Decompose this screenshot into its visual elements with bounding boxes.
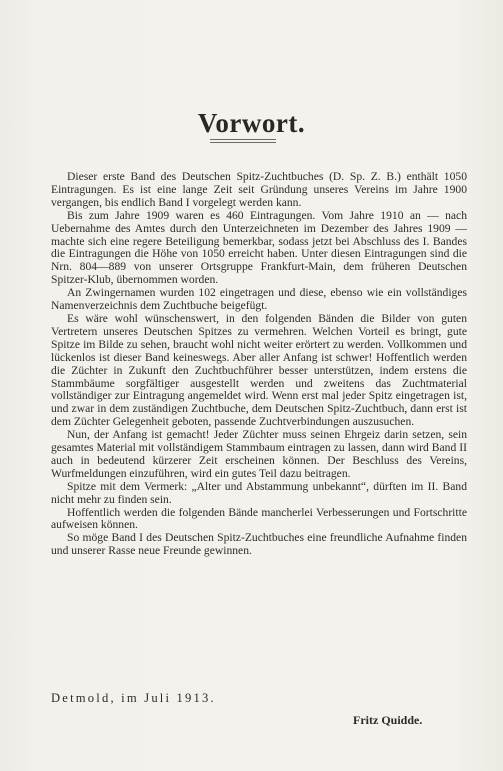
paragraph-1: Dieser erste Band des Deutschen Spitz-Zuchtbuches (D. Sp. Z. B.) enthält 1050 Eintragungen. Es ist eine lange Zeit seit Gründung unseres Vereins im Jahre 1900 vergangen, bis endlich Band I vorgelegt werden kann. — [51, 170, 467, 209]
paragraph-3: An Zwingernamen wurden 102 eingetragen und diese, ebenso wie ein vollständiges Namenverzeichnis dem Zuchtbuche beigefügt. — [51, 286, 467, 313]
paragraph-7: Hoffentlich werden die folgenden Bände mancherlei Verbesserungen und Fortschritte aufweisen können. — [51, 505, 467, 532]
paragraph-2: Bis zum Jahre 1909 waren es 460 Eintragungen. Vom Jahre 1910 an — nach Uebernahme des Amtes durch den Unterzeichneten im Dezember des Jahres 1909 — machte sich eine regere Beteiligung bemerkbar, sodass jetzt bei Abschluss des I. Bandes die Eintragungen die Höhe von 1050 erreicht haben. Unter diesen Eintragungen sind die Nrn. 804—889 von unserer Ortsgruppe Frankfurt-Main, dem früheren Deutschen Spitzer-Klub, übernommen worden. — [51, 208, 467, 287]
title-divider-top — [210, 139, 276, 140]
paragraph-5: Nun, der Anfang ist gemacht! Jeder Züchter muss seinen Ehrgeiz darin setzen, sein gesamtes Material mit vollständigem Stammbaum eintragen zu lassen, dann wird Band II auch in bedeutend kürzerer Zeit erscheinen können. Der Beschluss des Vereins, Wurfmeldungen einzuführen, wird ein gutes Teil dazu beitragen. — [51, 428, 467, 480]
page-title: Vorwort. — [197, 108, 306, 139]
paragraph-6: Spitze mit dem Vermerk: „Alter und Abstammung unbekannt“, dürften im II. Band nicht mehr zu finden sein. — [51, 479, 467, 506]
signature: Fritz Quidde. — [353, 713, 423, 727]
paragraph-8: So möge Band I des Deutschen Spitz-Zuchtbuches eine freundliche Aufnahme finden und unserer Rasse neue Freunde gewinnen. — [51, 531, 467, 558]
paragraph-4: Es wäre wohl wünschenswert, in den folgenden Bänden die Bilder von guten Vertretern unseres Deutschen Spitzes zu vermehren. Welchen Vorteil es bringt, gute Spitze im Bilde zu sehen, braucht wohl nicht weiter erörtert zu werden. Vollkommen und lückenlos ist dieser Band keineswegs. Aber aller Anfang ist schwer! Hoffentlich werden die Züchter in Zukunft den Zuchtbuchführer besser unterstützen, indem erstens die Stammbäume sorgfältiger ausgestellt werden und zweitens das Zuchtmaterial vollständiger zur Eintragung angemeldet wird. Wenn erst mal jeder Spitz eingetragen ist, und zwar in dem zuständigen Zuchtbuche, dem Deutschen Spitz-Zuchtbuch, dann erst ist dem Züchter Gelegenheit geboten, passende Zuchtverbindungen auszusuchen. — [51, 311, 467, 429]
preface-text — [51, 171, 467, 558]
title-divider-bottom — [210, 142, 276, 143]
place-and-date: Detmold, im Juli 1913. — [51, 691, 216, 705]
